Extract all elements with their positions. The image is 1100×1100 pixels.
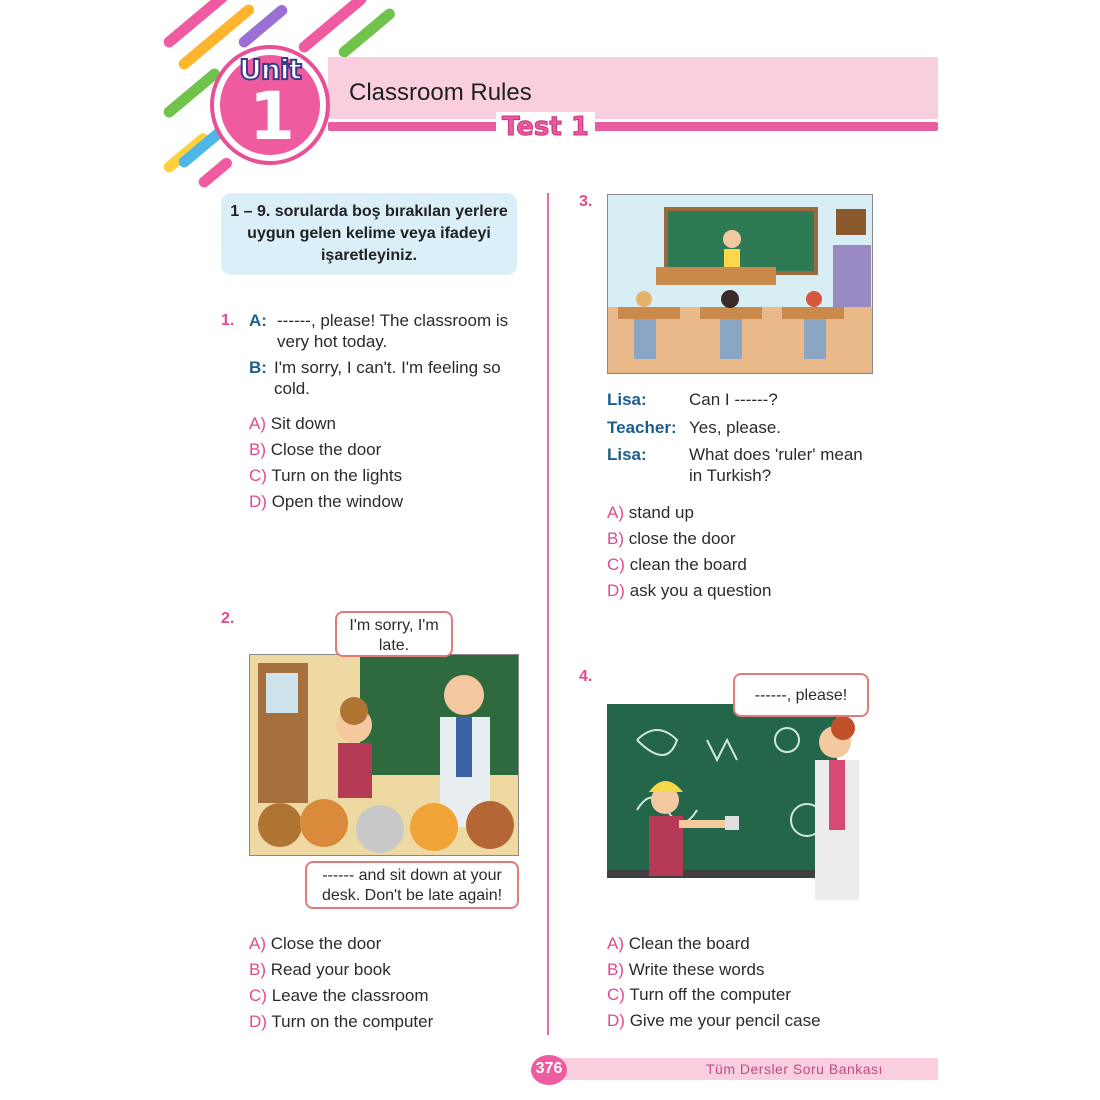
- question-2-bubble-top: I'm sorry, I'm late.: [335, 611, 453, 657]
- question-2-illustration: [249, 654, 519, 856]
- question-4-option-a[interactable]: A) Clean the board: [607, 934, 750, 953]
- question-2-option-a[interactable]: A) Close the door: [249, 934, 382, 953]
- instruction-text: 1 – 9. sorularda boş bırakılan yerlere uygun gelen kelime veya ifadeyi işaretleyiniz.: [230, 203, 508, 264]
- footer-book-title: Tüm Dersler Soru Bankası: [706, 1061, 883, 1077]
- test-label: Test 1: [496, 112, 595, 142]
- question-1-line-a: ------, please! The classroom is very hot today.: [277, 311, 509, 351]
- question-1-number: 1.: [221, 312, 235, 329]
- question-3-number: 3.: [579, 193, 593, 210]
- question-1-option-d[interactable]: D) Open the window: [249, 492, 404, 511]
- question-3-option-b[interactable]: B) close the door: [607, 529, 736, 548]
- question-3-speaker-3: Lisa:: [607, 445, 647, 464]
- question-4-option-d[interactable]: D) Give me your pencil case: [607, 1011, 821, 1030]
- question-3-option-a[interactable]: A) stand up: [607, 503, 694, 522]
- instruction-box: [221, 193, 517, 275]
- cleaning-board-illustration: [607, 700, 873, 902]
- question-1-line-b: I'm sorry, I can't. I'm feeling so cold.: [274, 358, 501, 398]
- question-3-option-d[interactable]: D) ask you a question: [607, 581, 772, 600]
- question-4-bubble: ------, please!: [733, 673, 869, 717]
- question-3-option-c[interactable]: C) clean the board: [607, 555, 747, 574]
- question-1-option-c[interactable]: C) Turn on the lights: [249, 466, 403, 485]
- title-underline: [328, 122, 938, 131]
- question-4-option-c[interactable]: C) Turn off the computer: [607, 985, 791, 1004]
- question-4-option-b[interactable]: B) Write these words: [607, 960, 765, 979]
- question-3-line-1: Can I ------?: [689, 390, 778, 409]
- column-divider: [547, 193, 549, 1035]
- unit-number: 1: [249, 78, 295, 155]
- question-1-speaker-b: B:: [249, 358, 267, 377]
- question-2-option-c[interactable]: C) Leave the classroom: [249, 986, 429, 1005]
- unit-word: Unit: [239, 53, 301, 86]
- question-3-line-3: What does 'ruler' mean in Turkish?: [689, 445, 863, 485]
- classroom-illustration: [608, 195, 873, 374]
- question-1-option-b[interactable]: B) Close the door: [249, 440, 382, 459]
- question-4-number: 4.: [579, 668, 593, 685]
- question-2-option-d[interactable]: D) Turn on the computer: [249, 1012, 434, 1031]
- page-number: 376: [535, 1060, 563, 1077]
- question-2-bubble-bottom: ------ and sit down at your desk. Don't be late again!: [305, 861, 519, 909]
- late-student-illustration: [250, 655, 519, 856]
- page-title: Classroom Rules: [349, 79, 532, 106]
- question-3-line-2: Yes, please.: [689, 418, 781, 437]
- question-3-speaker-1: Lisa:: [607, 390, 647, 409]
- question-3-illustration: [607, 194, 873, 374]
- question-1-speaker-a: A:: [249, 311, 267, 330]
- question-1-option-a[interactable]: A) Sit down: [249, 414, 336, 433]
- question-2-number: 2.: [221, 610, 235, 627]
- question-3-speaker-2: Teacher:: [607, 418, 677, 437]
- question-2-option-b[interactable]: B) Read your book: [249, 960, 391, 979]
- question-4-illustration: [607, 700, 873, 902]
